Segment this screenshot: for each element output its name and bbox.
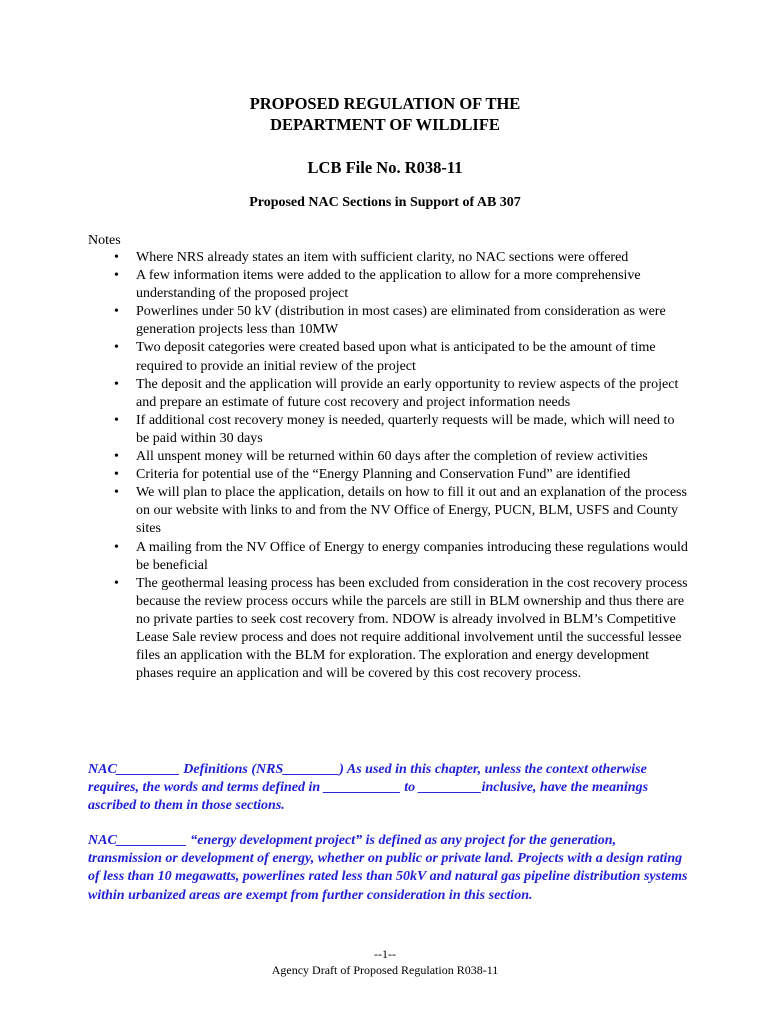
list-item: • The deposit and the application will provide an early opportunity to review aspects of the project and prepare an estimate of future cost recovery and project information needs [88,376,688,412]
nac-definitions-section: NAC_________ Definitions (NRS________) As used in this chapter, unless the context otherwise requires, the words and terms defined in ___________ to _________inclusive, have the meanings ascribed to them in those sections. [88,762,649,814]
lcb-file-number: LCB File No. R038-11 [307,158,463,177]
document-subtitle: Proposed NAC Sections in Support of AB 307 [249,195,521,210]
list-item: • Where NRS already states an item with sufficient clarity, no NAC sections were offered [88,249,688,267]
title-line-1: PROPOSED REGULATION OF THE [249,94,521,113]
list-item: • The geothermal leasing process has been excluded from consideration in the cost recovery process because the review process occurs while the parcels are still in BLM ownership and thus there are no private parties to seek cost recovery from. NDOW is already involved in BLM’s Competitive Lease Sale review process and does not require additional involvement until the successful lessee files an application with the BLM for exploration. The exploration and energy development phases require an application and will be covered by this cost recovery process. [88,575,688,684]
list-item: • Criteria for potential use of the “Energy Planning and Conservation Fund” are identified [88,466,688,484]
page-footer: Agency Draft of Proposed Regulation R038-11 [271,963,499,977]
list-item: • Two deposit categories were created based upon what is anticipated to be the amount of time required to provide an initial review of the project [88,339,688,375]
page-number: --1-- [374,947,396,961]
notes-heading: Notes [88,233,121,248]
notes-list [88,249,688,683]
list-item: • We will plan to place the application, details on how to fill it out and an explanation of the process on our website with links to and from the NV Office of Energy, PUCN, BLM, USFS and County sites [88,484,688,538]
title-line-2: DEPARTMENT OF WILDLIFE [270,115,500,134]
document-title [0,93,770,135]
list-item: • If additional cost recovery money is needed, quarterly requests will be made, which will need to be paid within 30 days [88,412,688,448]
list-item: • A few information items were added to the application to allow for a more comprehensive understanding of the proposed project [88,267,688,303]
nac-energy-project-section: NAC__________ “energy development project” is defined as any project for the generation, transmission or development of energy, whether on public or private land. Projects with a design rating of less than 10 megawatts, powerlines rated less than 50kV and natural gas pipeline distribution systems within urbanized areas are exempt from further consideration in this section. [88,833,688,903]
list-item: • A mailing from the NV Office of Energy to energy companies introducing these regulations would be beneficial [88,539,688,575]
list-item: • All unspent money will be returned within 60 days after the completion of review activities [88,448,688,466]
list-item: • Powerlines under 50 kV (distribution in most cases) are eliminated from consideration as were generation projects less than 10MW [88,303,688,339]
